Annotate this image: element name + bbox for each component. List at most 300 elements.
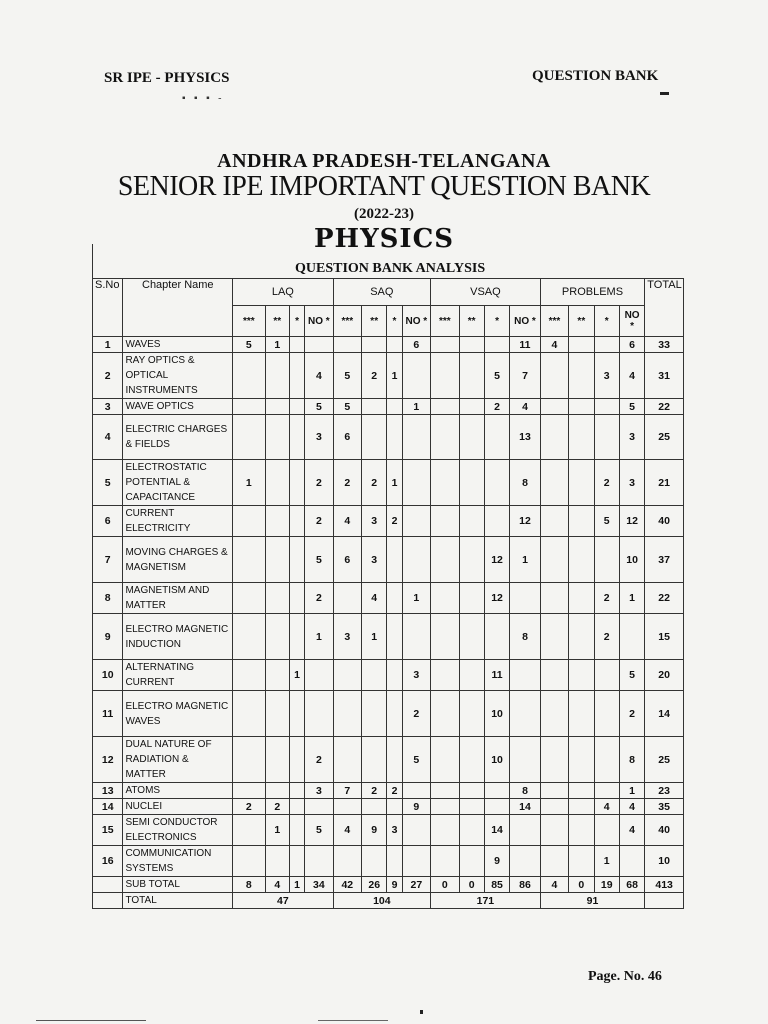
count-cell: 9 <box>402 799 430 815</box>
count-cell <box>594 415 619 460</box>
count-cell <box>431 460 459 506</box>
count-cell <box>233 583 265 614</box>
count-cell: 5 <box>305 399 333 415</box>
count-cell <box>289 783 304 799</box>
table-row <box>93 399 684 415</box>
count-cell <box>289 691 304 737</box>
count-cell <box>265 737 289 783</box>
count-cell <box>333 799 361 815</box>
count-cell <box>459 799 484 815</box>
sno-header: S.No <box>93 279 123 337</box>
count-cell <box>333 691 361 737</box>
table-row <box>93 614 684 660</box>
count-cell <box>431 337 459 353</box>
subtotal-cell: 34 <box>305 877 333 893</box>
subtotal-cell: 26 <box>362 877 387 893</box>
table-caption: QUESTION BANK ANALYSIS <box>295 261 486 276</box>
count-cell <box>402 353 430 399</box>
row-total-cell: 35 <box>645 799 684 815</box>
count-cell <box>233 846 265 877</box>
sub-1star: * <box>289 306 304 337</box>
count-cell <box>233 353 265 399</box>
count-cell <box>594 660 619 691</box>
subtotal-cell: 0 <box>459 877 484 893</box>
count-cell: 2 <box>387 783 402 799</box>
count-cell <box>387 737 402 783</box>
count-cell: 12 <box>484 537 509 583</box>
count-cell: 4 <box>362 583 387 614</box>
count-cell <box>540 583 568 614</box>
count-cell <box>459 660 484 691</box>
count-cell: 5 <box>333 399 361 415</box>
title-region: ANDHRA PRADESH-TELANGANA <box>217 150 551 172</box>
sub-3star: *** <box>431 306 459 337</box>
count-cell <box>305 660 333 691</box>
count-cell <box>459 337 484 353</box>
row-total-cell: 33 <box>645 337 684 353</box>
count-cell <box>333 846 361 877</box>
chapter-name-cell: ELECTROSTATIC POTENTIAL & CAPACITANCE <box>123 460 233 506</box>
count-cell <box>362 846 387 877</box>
count-cell: 1 <box>619 783 644 799</box>
count-cell <box>459 614 484 660</box>
count-cell <box>540 846 568 877</box>
count-cell: 5 <box>619 660 644 691</box>
count-cell: 14 <box>510 799 540 815</box>
count-cell <box>569 614 594 660</box>
sub-nostar: NO * <box>510 306 540 337</box>
subtotal-cell: 4 <box>265 877 289 893</box>
count-cell <box>431 415 459 460</box>
count-cell <box>459 537 484 583</box>
count-cell: 4 <box>333 815 361 846</box>
sno-cell: 16 <box>93 846 123 877</box>
count-cell <box>431 799 459 815</box>
count-cell <box>569 353 594 399</box>
count-cell: 2 <box>484 399 509 415</box>
count-cell <box>362 337 387 353</box>
count-cell <box>569 783 594 799</box>
count-cell: 2 <box>233 799 265 815</box>
count-cell <box>484 614 509 660</box>
analysis-table-container <box>92 278 684 909</box>
count-cell <box>540 537 568 583</box>
count-cell: 7 <box>333 783 361 799</box>
subtotal-cell: 85 <box>484 877 509 893</box>
sub-2star: ** <box>569 306 594 337</box>
count-cell <box>387 691 402 737</box>
count-cell: 2 <box>594 614 619 660</box>
count-cell <box>333 660 361 691</box>
count-cell <box>402 783 430 799</box>
subtotal-cell: 27 <box>402 877 430 893</box>
count-cell <box>459 583 484 614</box>
count-cell <box>540 737 568 783</box>
count-cell <box>619 846 644 877</box>
chapter-header: Chapter Name <box>123 279 233 337</box>
ink-dot <box>420 1010 423 1014</box>
count-cell: 1 <box>387 460 402 506</box>
subtotal-row <box>93 877 684 893</box>
count-cell <box>387 660 402 691</box>
count-cell <box>594 815 619 846</box>
chapter-name-cell: MOVING CHARGES & MAGNETISM <box>123 537 233 583</box>
problems-header: PROBLEMS <box>540 279 645 306</box>
count-cell: 12 <box>484 583 509 614</box>
chapter-name-cell: NUCLEI <box>123 799 233 815</box>
row-total-cell: 20 <box>645 660 684 691</box>
subtotal-cell: 4 <box>540 877 568 893</box>
count-cell: 14 <box>484 815 509 846</box>
sno-cell: 3 <box>93 399 123 415</box>
count-cell <box>569 799 594 815</box>
count-cell <box>510 815 540 846</box>
count-cell: 3 <box>362 537 387 583</box>
count-cell <box>540 460 568 506</box>
subtotal-cell: 8 <box>233 877 265 893</box>
count-cell <box>289 846 304 877</box>
count-cell <box>540 799 568 815</box>
sno-cell: 8 <box>93 583 123 614</box>
count-cell <box>540 506 568 537</box>
count-cell <box>459 783 484 799</box>
sno-cell: 7 <box>93 537 123 583</box>
count-cell <box>333 583 361 614</box>
count-cell: 3 <box>362 506 387 537</box>
count-cell <box>594 399 619 415</box>
count-cell: 6 <box>333 537 361 583</box>
count-cell: 2 <box>619 691 644 737</box>
count-cell: 5 <box>619 399 644 415</box>
count-cell <box>569 415 594 460</box>
row-total-cell: 37 <box>645 537 684 583</box>
count-cell: 8 <box>510 460 540 506</box>
sno-cell: 2 <box>93 353 123 399</box>
sub-nostar: NO * <box>305 306 333 337</box>
count-cell: 5 <box>402 737 430 783</box>
count-cell: 4 <box>594 799 619 815</box>
count-cell: 1 <box>619 583 644 614</box>
sub-2star: ** <box>362 306 387 337</box>
count-cell <box>510 660 540 691</box>
scan-line <box>36 1020 146 1021</box>
count-cell <box>569 660 594 691</box>
sub-1star: * <box>594 306 619 337</box>
count-cell <box>619 614 644 660</box>
count-cell <box>402 614 430 660</box>
subtotal-cell: 0 <box>569 877 594 893</box>
count-cell: 4 <box>619 815 644 846</box>
chapter-name-cell: ELECTRIC CHARGES & FIELDS <box>123 415 233 460</box>
count-cell <box>431 691 459 737</box>
row-total-cell: 40 <box>645 506 684 537</box>
row-total-cell: 25 <box>645 415 684 460</box>
count-cell: 5 <box>233 337 265 353</box>
chapter-name-cell: ELECTRO MAGNETIC INDUCTION <box>123 614 233 660</box>
subtotal-total-cell: 413 <box>645 877 684 893</box>
count-cell: 2 <box>594 583 619 614</box>
count-cell <box>289 815 304 846</box>
chapter-name-cell: COMMUNICATION SYSTEMS <box>123 846 233 877</box>
table-header-row <box>93 279 684 306</box>
total-laq: 47 <box>233 893 334 909</box>
sub-3star: *** <box>233 306 265 337</box>
count-cell <box>569 399 594 415</box>
count-cell <box>362 660 387 691</box>
count-cell: 3 <box>305 783 333 799</box>
count-cell <box>594 783 619 799</box>
count-cell <box>569 815 594 846</box>
count-cell: 7 <box>510 353 540 399</box>
count-cell: 6 <box>402 337 430 353</box>
subtotal-cell: 19 <box>594 877 619 893</box>
count-cell <box>510 737 540 783</box>
count-cell <box>387 415 402 460</box>
table-row <box>93 583 684 614</box>
count-cell <box>594 737 619 783</box>
sno-cell: 10 <box>93 660 123 691</box>
count-cell <box>540 399 568 415</box>
count-cell: 2 <box>305 460 333 506</box>
count-cell <box>510 583 540 614</box>
count-cell <box>362 691 387 737</box>
count-cell <box>484 460 509 506</box>
row-total-cell: 10 <box>645 846 684 877</box>
count-cell <box>484 337 509 353</box>
count-cell <box>431 846 459 877</box>
count-cell <box>569 537 594 583</box>
count-cell <box>305 799 333 815</box>
sno-cell: 15 <box>93 815 123 846</box>
header-doc-type: QUESTION BANK <box>532 68 659 84</box>
count-cell <box>459 399 484 415</box>
count-cell: 2 <box>305 506 333 537</box>
table-row <box>93 460 684 506</box>
title-main: SENIOR IPE IMPORTANT QUESTION BANK <box>117 171 651 202</box>
count-cell <box>265 460 289 506</box>
count-cell: 8 <box>619 737 644 783</box>
count-cell: 3 <box>619 415 644 460</box>
count-cell <box>484 415 509 460</box>
count-cell <box>402 815 430 846</box>
count-cell <box>265 583 289 614</box>
count-cell <box>265 691 289 737</box>
count-cell <box>289 506 304 537</box>
row-total-cell: 40 <box>645 815 684 846</box>
count-cell: 10 <box>484 737 509 783</box>
subtotal-label: SUB TOTAL <box>123 877 233 893</box>
count-cell <box>540 353 568 399</box>
count-cell: 12 <box>510 506 540 537</box>
count-cell <box>540 614 568 660</box>
count-cell <box>289 353 304 399</box>
count-cell: 6 <box>333 415 361 460</box>
count-cell <box>459 846 484 877</box>
count-cell <box>387 614 402 660</box>
count-cell <box>402 537 430 583</box>
count-cell <box>289 399 304 415</box>
sno-cell: 11 <box>93 691 123 737</box>
count-cell <box>233 506 265 537</box>
count-cell: 3 <box>305 415 333 460</box>
chapter-name-cell: ALTERNATING CURRENT <box>123 660 233 691</box>
count-cell <box>431 783 459 799</box>
count-cell <box>233 614 265 660</box>
table-row <box>93 660 684 691</box>
count-cell <box>305 337 333 353</box>
grand-total-row <box>93 893 684 909</box>
count-cell <box>540 415 568 460</box>
count-cell: 3 <box>402 660 430 691</box>
count-cell <box>510 846 540 877</box>
subtotal-cell: 0 <box>431 877 459 893</box>
sno-cell: 6 <box>93 506 123 537</box>
subtotal-cell: 86 <box>510 877 540 893</box>
count-cell <box>265 537 289 583</box>
count-cell <box>305 691 333 737</box>
count-cell: 11 <box>484 660 509 691</box>
count-cell: 2 <box>594 460 619 506</box>
count-cell: 2 <box>305 583 333 614</box>
table-row <box>93 815 684 846</box>
count-cell: 5 <box>484 353 509 399</box>
chapter-name-cell: DUAL NATURE OF RADIATION & MATTER <box>123 737 233 783</box>
count-cell <box>569 691 594 737</box>
count-cell <box>233 691 265 737</box>
count-cell <box>289 583 304 614</box>
count-cell <box>265 506 289 537</box>
sno-cell: 5 <box>93 460 123 506</box>
table-row <box>93 799 684 815</box>
row-total-cell: 31 <box>645 353 684 399</box>
count-cell <box>402 846 430 877</box>
sub-2star: ** <box>459 306 484 337</box>
count-cell <box>402 415 430 460</box>
count-cell <box>569 337 594 353</box>
count-cell: 4 <box>540 337 568 353</box>
count-cell <box>289 460 304 506</box>
table-row <box>93 783 684 799</box>
count-cell: 5 <box>594 506 619 537</box>
count-cell: 1 <box>305 614 333 660</box>
count-cell <box>402 506 430 537</box>
count-cell <box>431 660 459 691</box>
row-total-cell: 23 <box>645 783 684 799</box>
count-cell <box>265 783 289 799</box>
count-cell <box>265 353 289 399</box>
count-cell: 1 <box>594 846 619 877</box>
count-cell: 5 <box>305 815 333 846</box>
count-cell <box>289 337 304 353</box>
sub-3star: *** <box>540 306 568 337</box>
table-row <box>93 691 684 737</box>
count-cell <box>265 614 289 660</box>
count-cell <box>387 399 402 415</box>
chapter-name-cell: MAGNETISM AND MATTER <box>123 583 233 614</box>
count-cell: 12 <box>619 506 644 537</box>
table-row <box>93 506 684 537</box>
count-cell <box>387 337 402 353</box>
title-subject: PHYSICS <box>313 224 455 254</box>
count-cell: 8 <box>510 614 540 660</box>
total-header: TOTAL <box>645 279 684 337</box>
count-cell <box>431 583 459 614</box>
row-total-cell: 21 <box>645 460 684 506</box>
count-cell <box>233 815 265 846</box>
count-cell <box>233 660 265 691</box>
count-cell: 2 <box>387 506 402 537</box>
count-cell: 2 <box>305 737 333 783</box>
total-empty-cell <box>645 893 684 909</box>
count-cell <box>387 846 402 877</box>
count-cell: 4 <box>305 353 333 399</box>
count-cell: 3 <box>333 614 361 660</box>
count-cell <box>265 660 289 691</box>
count-cell <box>233 537 265 583</box>
header-subject: SR IPE - PHYSICS <box>104 70 230 86</box>
count-cell <box>459 737 484 783</box>
count-cell <box>265 399 289 415</box>
count-cell <box>431 506 459 537</box>
count-cell: 4 <box>619 353 644 399</box>
subtotal-cell: 9 <box>387 877 402 893</box>
count-cell <box>265 415 289 460</box>
count-cell: 2 <box>265 799 289 815</box>
count-cell: 1 <box>510 537 540 583</box>
count-cell <box>484 799 509 815</box>
sub-nostar: NO * <box>402 306 430 337</box>
total-label: TOTAL <box>123 893 233 909</box>
pen-marks: ▪ ▪ ▪ - <box>182 93 225 104</box>
count-cell: 1 <box>265 337 289 353</box>
saq-header: SAQ <box>333 279 430 306</box>
row-total-cell: 25 <box>645 737 684 783</box>
count-cell <box>459 415 484 460</box>
count-cell <box>569 506 594 537</box>
count-cell: 6 <box>619 337 644 353</box>
count-cell <box>362 399 387 415</box>
subtotal-cell: 42 <box>333 877 361 893</box>
count-cell: 2 <box>362 353 387 399</box>
scan-line <box>318 1020 388 1021</box>
total-saq: 104 <box>333 893 430 909</box>
subtotal-sno-cell <box>93 877 123 893</box>
sno-cell: 4 <box>93 415 123 460</box>
count-cell <box>333 337 361 353</box>
table-row <box>93 353 684 399</box>
count-cell <box>594 691 619 737</box>
count-cell <box>431 815 459 846</box>
count-cell <box>233 415 265 460</box>
count-cell <box>289 799 304 815</box>
count-cell <box>569 737 594 783</box>
count-cell <box>289 537 304 583</box>
chapter-name-cell: CURRENT ELECTRICITY <box>123 506 233 537</box>
count-cell <box>233 399 265 415</box>
count-cell: 1 <box>402 399 430 415</box>
count-cell: 1 <box>289 660 304 691</box>
count-cell: 5 <box>333 353 361 399</box>
count-cell <box>233 737 265 783</box>
count-cell: 1 <box>233 460 265 506</box>
sub-3star: *** <box>333 306 361 337</box>
chapter-name-cell: WAVES <box>123 337 233 353</box>
count-cell <box>362 415 387 460</box>
count-cell <box>594 537 619 583</box>
count-cell <box>569 583 594 614</box>
count-cell <box>402 460 430 506</box>
chapter-name-cell: RAY OPTICS & OPTICAL INSTRUMENTS <box>123 353 233 399</box>
